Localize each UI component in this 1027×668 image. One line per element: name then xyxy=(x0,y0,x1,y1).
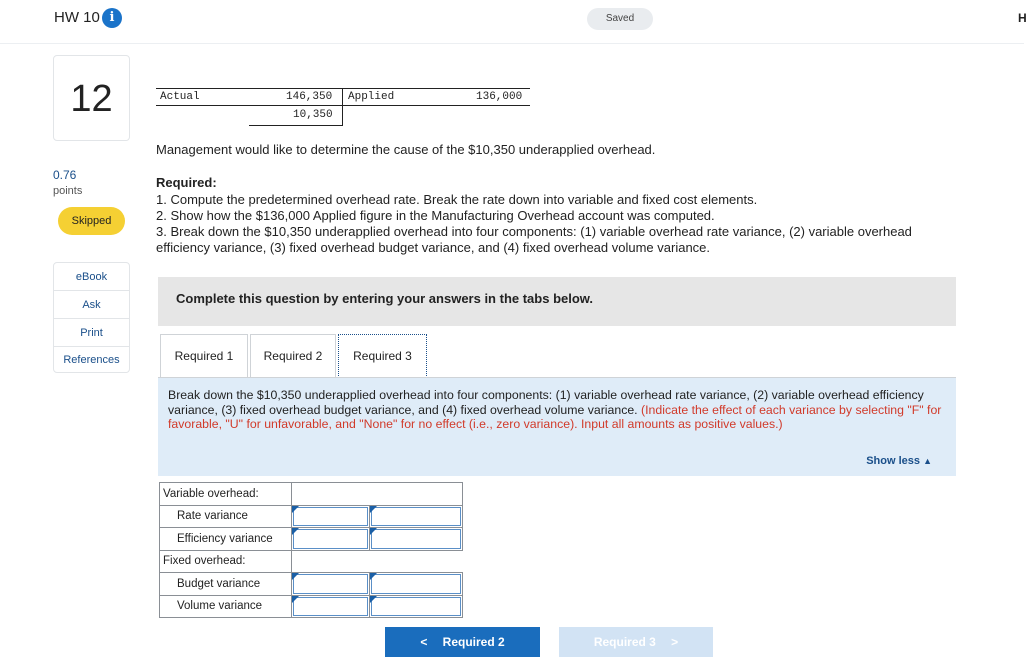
t-account-top-rule xyxy=(156,88,530,89)
points-value: 0.76 xyxy=(53,168,77,182)
table-row xyxy=(160,483,463,506)
rate-variance-label: Rate variance xyxy=(160,505,292,528)
dropdown-marker-icon xyxy=(370,528,377,535)
rate-variance-amount-input[interactable] xyxy=(293,507,368,527)
dropdown-marker-icon xyxy=(292,596,299,603)
table-row xyxy=(160,595,463,618)
volume-variance-amount-input[interactable] xyxy=(293,597,368,617)
instruction-text: Complete this question by entering your answers in the tabs below. xyxy=(176,291,594,306)
tab-required-1[interactable]: Required 1 xyxy=(160,334,248,378)
t-account-header-rule xyxy=(156,105,530,106)
table-row xyxy=(160,528,463,551)
saved-status-badge: Saved xyxy=(587,8,653,30)
points-label: points xyxy=(53,185,83,197)
rate-variance-effect-select[interactable] xyxy=(371,507,461,527)
question-prompt xyxy=(158,378,956,476)
table-row xyxy=(160,573,463,596)
required-heading: Required: xyxy=(156,175,217,190)
budget-variance-effect-select[interactable] xyxy=(371,574,461,594)
volume-variance-effect-select[interactable] xyxy=(371,597,461,617)
prompt-note: (Indicate the effect of each variance by selecting "F" for favorable, "U" for unfavorable, and "None" for no effect (i.e., zero variance). Input all amounts as positive values.) xyxy=(168,402,942,431)
table-row xyxy=(160,505,463,528)
chevron-right-icon: > xyxy=(671,635,679,649)
efficiency-variance-amount-input[interactable] xyxy=(293,529,368,549)
skipped-badge: Skipped xyxy=(58,207,125,235)
tab-required-3[interactable]: Required 3 xyxy=(338,334,427,378)
t-account-balance-rule xyxy=(249,125,343,126)
ask-link[interactable]: Ask xyxy=(54,291,129,319)
efficiency-variance-effect-select[interactable] xyxy=(371,529,461,549)
dropdown-marker-icon xyxy=(370,506,377,513)
dropdown-marker-icon xyxy=(292,528,299,535)
dropdown-marker-icon xyxy=(370,573,377,580)
t-account-applied-label: Applied xyxy=(348,91,395,103)
chevron-left-icon: < xyxy=(420,635,428,649)
assignment-title: HW 10 xyxy=(54,9,100,26)
fixed-overhead-header: Fixed overhead: xyxy=(160,550,292,573)
header-edge-text: H xyxy=(1018,11,1027,25)
t-account-actual-label: Actual xyxy=(160,91,200,103)
instruction-bar xyxy=(158,277,956,326)
ebook-link[interactable]: eBook xyxy=(54,263,129,291)
show-less-label: Show less xyxy=(866,455,921,467)
resource-links xyxy=(53,262,130,373)
t-account-divider xyxy=(342,88,343,126)
t-account-applied-amount: 136,000 xyxy=(476,91,523,103)
next-tab-button[interactable] xyxy=(559,627,713,657)
t-account-actual-amount: 146,350 xyxy=(286,91,333,103)
dropdown-marker-icon xyxy=(370,596,377,603)
print-link[interactable]: Print xyxy=(54,319,129,347)
prompt-main: Break down the $10,350 underapplied overhead into four components: (1) variable overhead rate variance, (2) variable overhead efficiency variance, (3) fixed overhead budget variance, and (4) fixed overhead volume variance. xyxy=(168,388,924,417)
volume-variance-label: Volume variance xyxy=(160,595,292,618)
info-icon[interactable]: i xyxy=(102,8,122,28)
requirement-3-line-2: efficiency variance, (3) fixed overhead budget variance, and (4) fixed overhead volume variance. xyxy=(156,240,711,255)
top-bar xyxy=(0,0,1027,44)
references-link[interactable]: References xyxy=(63,354,120,366)
previous-tab-button[interactable] xyxy=(385,627,540,657)
question-number-box xyxy=(53,55,130,141)
prompt-text xyxy=(168,388,943,432)
efficiency-variance-label: Efficiency variance xyxy=(160,528,292,551)
next-tab-label: Required 3 xyxy=(593,635,656,649)
variable-overhead-header: Variable overhead: xyxy=(160,483,292,506)
budget-variance-amount-input[interactable] xyxy=(293,574,368,594)
variance-answer-table xyxy=(159,482,463,618)
caret-up-icon: ▲ xyxy=(923,456,932,466)
question-number: 12 xyxy=(70,78,113,120)
requirement-2: 2. Show how the $136,000 Applied figure in the Manufacturing Overhead account was computed. xyxy=(156,208,715,223)
management-text: Management would like to determine the cause of the $10,350 underapplied overhead. xyxy=(156,142,656,157)
previous-tab-label: Required 2 xyxy=(442,635,505,649)
requirement-1: 1. Compute the predetermined overhead rate. Break the rate down into variable and fixed cost elements. xyxy=(156,192,758,207)
tab-required-2[interactable]: Required 2 xyxy=(250,334,336,378)
show-less-button[interactable] xyxy=(866,455,932,467)
dropdown-marker-icon xyxy=(292,506,299,513)
requirement-3-line-1: 3. Break down the $10,350 underapplied overhead into four components: (1) variable overhead rate variance, (2) variable overhead xyxy=(156,224,912,239)
table-row xyxy=(160,550,463,573)
dropdown-marker-icon xyxy=(292,573,299,580)
budget-variance-label: Budget variance xyxy=(160,573,292,596)
t-account-balance: 10,350 xyxy=(293,109,333,121)
